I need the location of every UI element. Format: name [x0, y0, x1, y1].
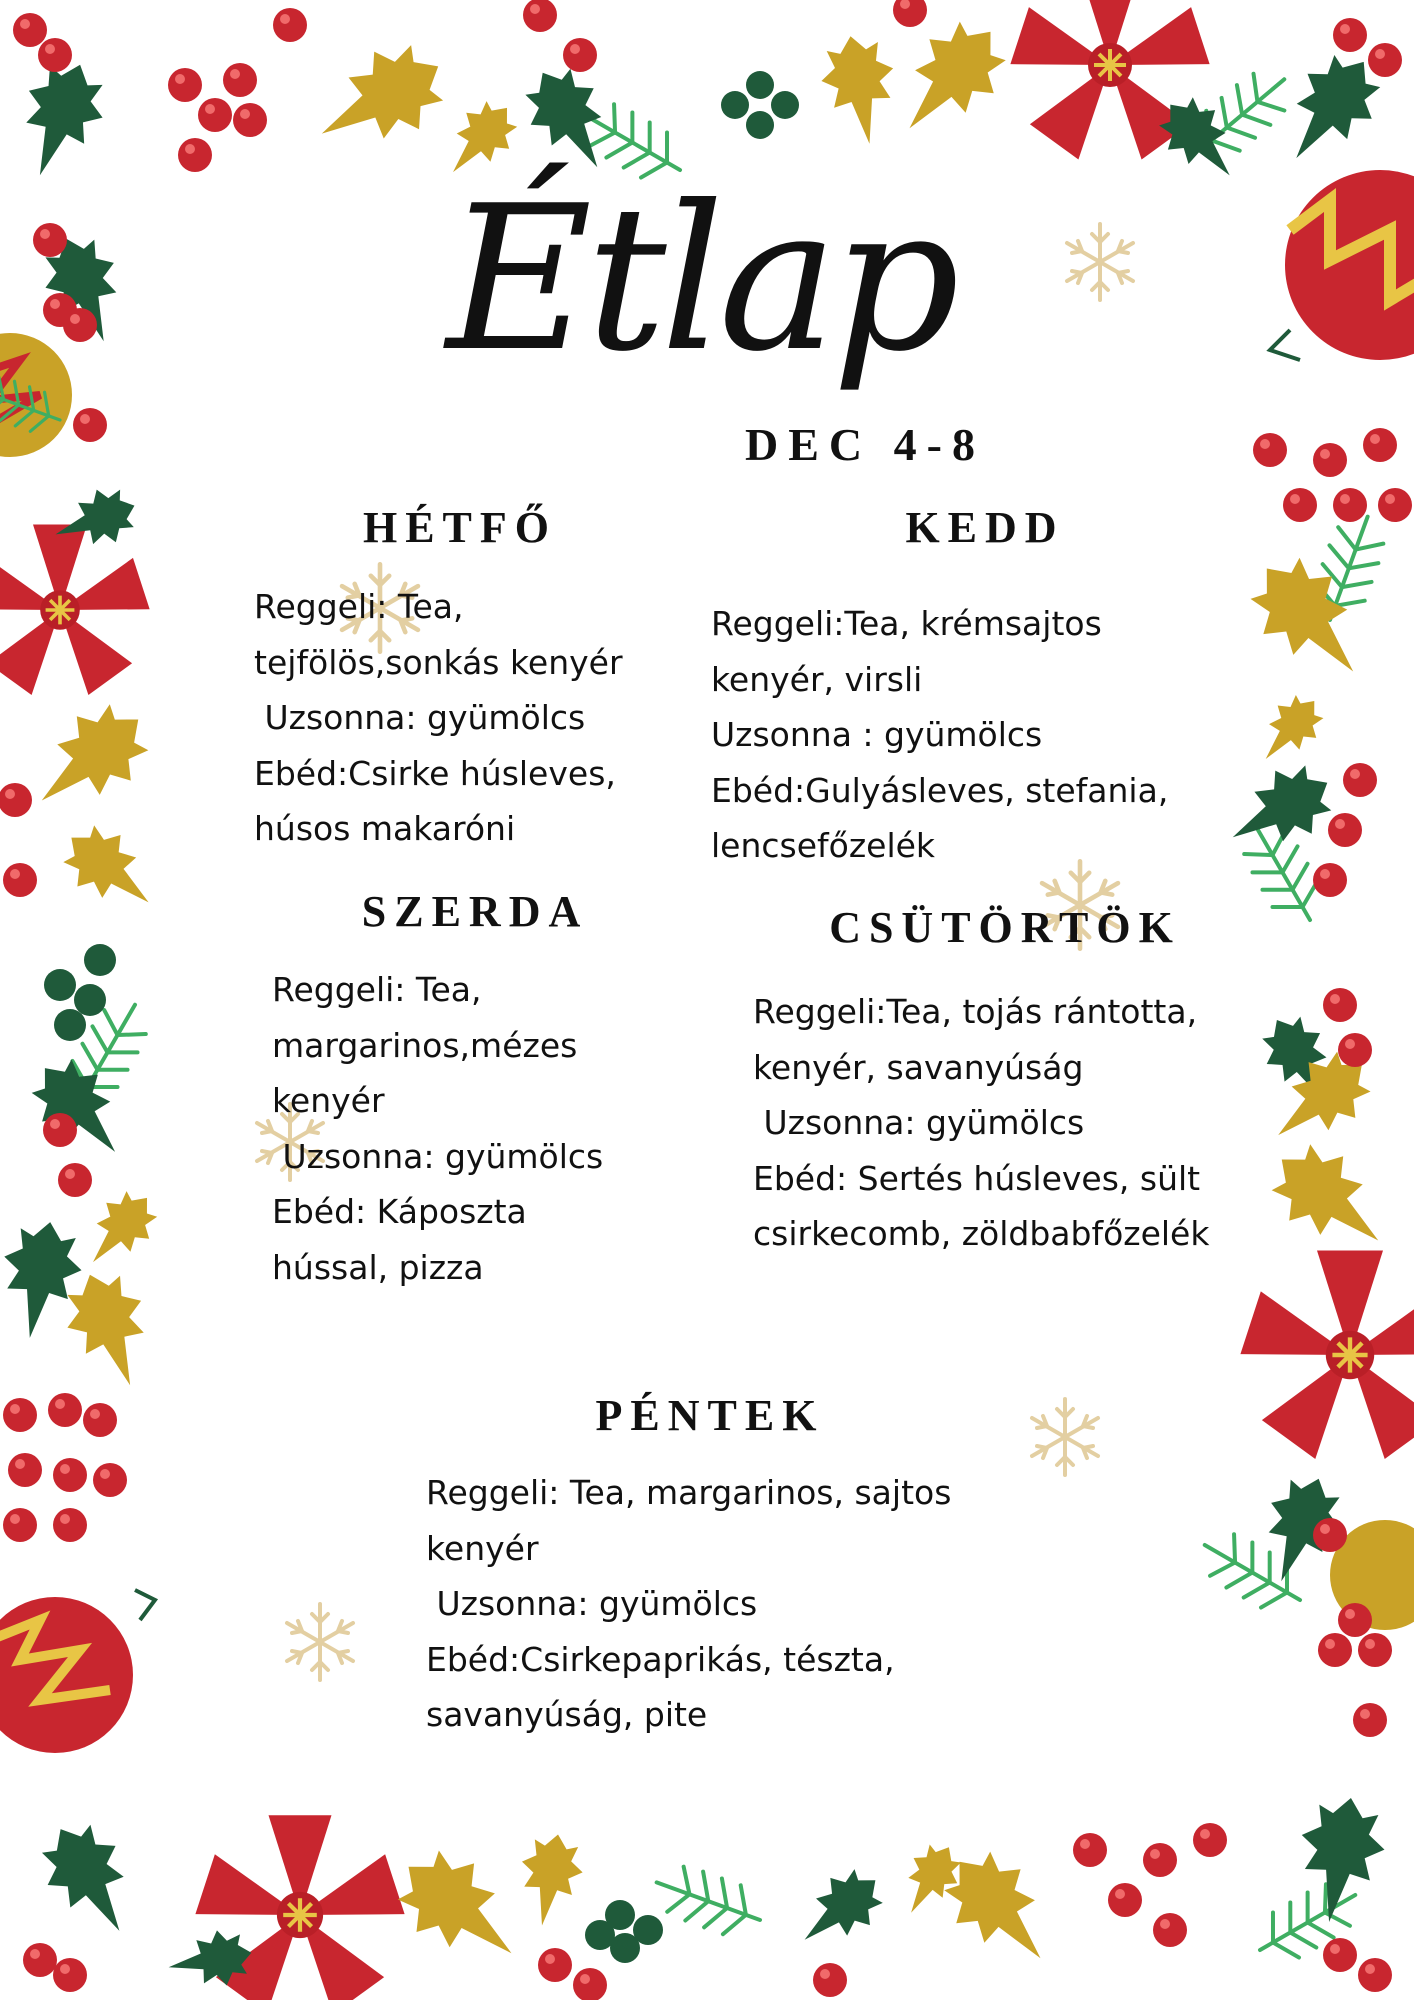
- menu-line: Reggeli:Tea, krémsajtos: [711, 604, 1102, 643]
- ornament-bauble-icon: [0, 1590, 155, 1753]
- ornament-bauble-icon: [1270, 170, 1414, 360]
- menu-line: Uzsonna: gyümölcs: [426, 1584, 758, 1623]
- day-heading-hetfo: HÉTFŐ: [362, 503, 558, 552]
- holly-leaf-icon: [1246, 685, 1333, 775]
- holly-leaf-icon: [815, 30, 906, 150]
- bottom-border: [23, 1791, 1392, 2000]
- menu-line: lencsefőzelék: [711, 826, 936, 865]
- holly-leaf-icon: [53, 1261, 167, 1398]
- day-heading-csutortok: CSÜTÖRTÖK: [829, 903, 1181, 952]
- pine-sprig-icon: [648, 1858, 769, 1944]
- right-border: [1192, 170, 1414, 1737]
- menu-line: Ebéd: Sertés húsleves, sült: [753, 1158, 1201, 1198]
- holly-leaf-icon: [299, 28, 460, 173]
- snowflake-icon: [1067, 224, 1133, 300]
- day-heading-szerda: SZERDA: [361, 887, 589, 936]
- menu-line: Uzsonna: gyümölcs: [753, 1103, 1085, 1142]
- ornament-bauble-icon: [0, 333, 72, 457]
- menu-line: Reggeli: Tea, margarinos, sajtos: [426, 1473, 952, 1512]
- menu-line: Reggeli: Tea,: [254, 587, 464, 626]
- menu-line: Uzsonna: gyümölcs: [254, 698, 586, 737]
- menu-line: Reggeli: Tea,: [272, 970, 482, 1009]
- holly-leaf-icon: [3, 51, 117, 188]
- menu-kedd: [711, 596, 1168, 874]
- menu-line: Uzsonna: gyümölcs: [272, 1136, 604, 1176]
- holly-leaf-icon: [877, 5, 1022, 156]
- day-heading-kedd: KEDD: [905, 503, 1065, 552]
- menu-pentek: [426, 1465, 951, 1743]
- left-border: [0, 223, 170, 1753]
- menu-line: kenyér, savanyúság: [753, 1047, 1084, 1087]
- menu-line: margarinos,mézes: [272, 1025, 578, 1065]
- holly-leaf-icon: [380, 1832, 541, 1987]
- menu-csutortok: [753, 984, 1209, 1262]
- snowflake-icon: [1032, 1399, 1098, 1475]
- menu-line: kenyér: [426, 1528, 539, 1568]
- poinsettia-icon: [0, 525, 150, 696]
- snowflake-icon: [287, 1604, 353, 1680]
- menu-line: húsos makaróni: [254, 809, 516, 848]
- holly-leaf-icon: [50, 812, 170, 928]
- holly-leaf-icon: [512, 1829, 589, 1931]
- menu-line: Ebéd: Káposzta: [272, 1192, 527, 1231]
- holly-leaf-icon: [785, 1857, 895, 1964]
- holly-leaf-icon: [27, 1809, 154, 1950]
- holly-leaf-icon: [15, 687, 166, 832]
- page-title: Étlap: [446, 163, 954, 396]
- menu-line: kenyér, virsli: [711, 659, 923, 699]
- holly-leaf-icon: [72, 1180, 169, 1280]
- holly-leaf-icon: [1215, 751, 1346, 869]
- menu-line: hússal, pizza: [272, 1247, 484, 1287]
- menu-line: kenyér: [272, 1081, 385, 1120]
- menu-line: savanyúság, pite: [426, 1695, 708, 1734]
- menu-hetfo: [254, 579, 623, 857]
- menu-line: Uzsonna : gyümölcs: [711, 715, 1043, 754]
- poinsettia-icon: [1240, 1251, 1414, 1459]
- menu-line: Ebéd:Csirkepaprikás, tészta,: [426, 1639, 895, 1679]
- holly-leaf-icon: [17, 1045, 143, 1175]
- menu-line: Reggeli:Tea, tojás rántotta,: [753, 992, 1198, 1031]
- holly-leaf-icon: [889, 1835, 970, 1926]
- menu-line: Ebéd:Gulyásleves, stefania,: [711, 770, 1169, 810]
- holly-leaf-icon: [1288, 1791, 1393, 1930]
- menu-line: tejfölös,sonkás kenyér: [254, 642, 623, 682]
- menu-szerda: [272, 962, 603, 1295]
- menu-line: csirkecomb, zöldbabfőzelék: [753, 1214, 1210, 1253]
- menu-line: Ebéd:Csirke húsleves,: [254, 753, 616, 793]
- day-heading-pentek: PÉNTEK: [595, 1391, 825, 1440]
- date-range: DEC 4-8: [745, 419, 985, 470]
